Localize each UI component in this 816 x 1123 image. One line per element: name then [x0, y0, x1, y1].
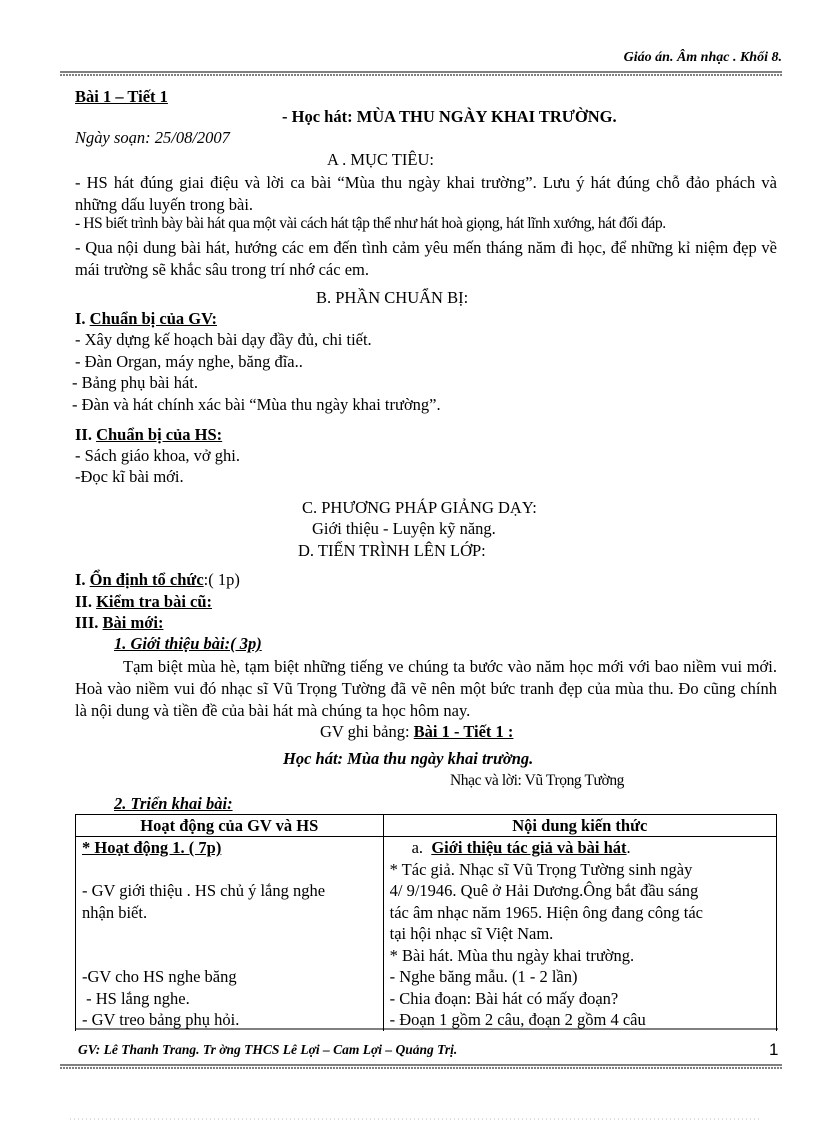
- knowledge-cell: [383, 837, 776, 1031]
- song-heading: - Học hát: MÙA THU NGÀY KHAI TRƯỜNG.: [282, 107, 617, 126]
- gv-item: - Đàn và hát chính xác bài “Mùa thu ngày khai trường”.: [72, 395, 441, 414]
- board-prefix: GV ghi bảng:: [320, 722, 414, 741]
- step-ii-title: Kiểm tra bài cũ:: [96, 592, 213, 611]
- knowledge-line: tác âm nhạc năm 1965. Hiện ông đang công tác: [389, 902, 704, 922]
- hs-item: -Đọc kĩ bài mới.: [75, 467, 184, 486]
- knowledge-suffix: .: [626, 838, 631, 857]
- knowledge-line: tại hội nhạc sĩ Việt Nam.: [389, 924, 554, 943]
- gv-prep-title: Chuẩn bị của GV:: [89, 309, 217, 328]
- gv-prep-heading: [75, 309, 217, 329]
- composer: Nhạc và lời: Vũ Trọng Tường: [450, 772, 625, 789]
- section-b-title: B. PHẦN CHUẨN BỊ:: [316, 288, 469, 307]
- step-iii: [75, 613, 163, 633]
- song-title: Học hát: Mùa thu ngày khai trường.: [283, 749, 534, 768]
- board-line: [320, 722, 513, 742]
- hs-item: - Sách giáo khoa, vở ghi.: [75, 446, 240, 465]
- hs-prep-heading: [75, 425, 222, 445]
- hs-prep-prefix: II.: [75, 425, 97, 444]
- table-row: [76, 837, 777, 1031]
- objective-1: - HS hát đúng giai điệu và lời ca bài “Mùa thu ngày khai trường”. Lưu ý hát đúng chỗ đảo phách và những dấu luyến trong bài.: [75, 173, 777, 214]
- activity-line: - GV giới thiệu . HS chủ ý lắng nghe: [82, 881, 326, 900]
- step-i: [75, 570, 240, 590]
- knowledge-line: - Đoạn 1 gồm 2 câu, đoạn 2 gồm 4 câu: [389, 1010, 646, 1029]
- step-iii-title: Bài mới:: [102, 613, 164, 632]
- hs-prep-title: Chuẩn bị của HS:: [96, 425, 223, 444]
- activity-table: [75, 814, 777, 1031]
- knowledge-title: Giới thiệu tác giả và bài hát: [431, 838, 627, 857]
- knowledge-line: 4/ 9/1946. Quê ở Hải Dương.Ông bắt đầu sáng: [389, 881, 699, 900]
- gv-item: - Bảng phụ bài hát.: [72, 373, 199, 392]
- activity-line: - GV treo bảng phụ hỏi.: [82, 1010, 240, 1029]
- section-d-title: D. TIẾN TRÌNH LÊN LỚP:: [298, 541, 486, 560]
- table-bottom-border: [75, 1028, 778, 1030]
- header-title: Giáo án. Âm nhạc . Khối 8.: [623, 50, 782, 65]
- intro-heading: 1. Giới thiệu bài:( 3p): [114, 634, 262, 653]
- knowledge-line: - Chia đoạn: Bài hát có mấy đoạn?: [389, 988, 619, 1008]
- header-rule: [60, 71, 782, 76]
- board-text: Bài 1 - Tiết 1 :: [413, 722, 514, 741]
- page-number: 1: [769, 1040, 779, 1059]
- activity-1-title: * Hoạt động 1. ( 7p): [82, 838, 222, 857]
- activity-line: nhận biết.: [82, 902, 148, 922]
- gv-item: - Xây dựng kế hoạch bài dạy đầy đủ, chi tiết.: [75, 330, 372, 349]
- step-i-time: :( 1p): [203, 570, 240, 589]
- step-ii-prefix: II.: [75, 592, 97, 611]
- step-i-prefix: I.: [75, 570, 90, 589]
- knowledge-line: * Bài hát. Mùa thu ngày khai trường.: [389, 945, 635, 965]
- table-header-row: [76, 815, 777, 837]
- knowledge-line: * Tác giả. Nhạc sĩ Vũ Trọng Tường sinh ngày: [389, 859, 693, 879]
- intro-paragraph: Tạm biệt mùa hè, tạm biệt những tiếng ve chúng ta bước vào năm học mới với bao niềm vui mới. Hoà vào niềm vui đó nhạc sĩ Vũ Trọng Tường đã vẽ nên một bức tranh đẹp của mùa thu. Đo cũng chính là nội dung và tiền đề của bài hát mà chúng ta học hôm nay.: [75, 657, 777, 720]
- objective-2: - HS biết trình bày bài hát qua một vài cách hát tập thể như hát hoà giọng, hát lĩnh xướng, hát đối đáp.: [75, 215, 666, 232]
- gv-prep-prefix: I.: [75, 309, 90, 328]
- gv-item: - Đàn Organ, máy nghe, băng đĩa..: [75, 352, 303, 371]
- section-c-title: C. PHƯƠNG PHÁP GIẢNG DẠY:: [302, 498, 537, 517]
- knowledge-line: - Nghe băng mẫu. (1 - 2 lần): [389, 967, 578, 986]
- footer-rule: [60, 1064, 782, 1069]
- objective-3: - Qua nội dung bài hát, hướng các em đến tình cảm yêu mến tháng năm đi học, để những kỉ niệm đẹp về mái trường sẽ khắc sâu trong trí nhớ các em.: [75, 238, 777, 279]
- deploy-heading: 2. Triển khai bài:: [114, 794, 233, 813]
- page-edge-dots: [70, 1118, 760, 1120]
- activity-cell: [76, 837, 384, 1031]
- step-ii: [75, 592, 212, 612]
- teaching-method: Giới thiệu - Luyện kỹ năng.: [312, 519, 496, 538]
- knowledge-prefix: a.: [411, 838, 432, 857]
- lesson-label: Bài 1 – Tiết 1: [75, 87, 168, 106]
- col-knowledge: Nội dung kiến thức: [383, 815, 776, 837]
- date-prepared: Ngày soạn: 25/08/2007: [75, 128, 230, 147]
- step-i-title: Ổn định tổ chức: [89, 570, 204, 589]
- section-a-title: A . MỤC TIÊU:: [327, 150, 434, 169]
- step-iii-prefix: III.: [75, 613, 103, 632]
- activity-line: -GV cho HS nghe băng: [82, 967, 237, 986]
- activity-line: - HS lắng nghe.: [82, 988, 190, 1008]
- footer-text: GV: Lê Thanh Trang. Tr ờng THCS Lê Lợi – Cam Lợi – Quảng Trị.: [78, 1042, 458, 1057]
- col-teacher-student: Hoạt động của GV và HS: [76, 815, 384, 837]
